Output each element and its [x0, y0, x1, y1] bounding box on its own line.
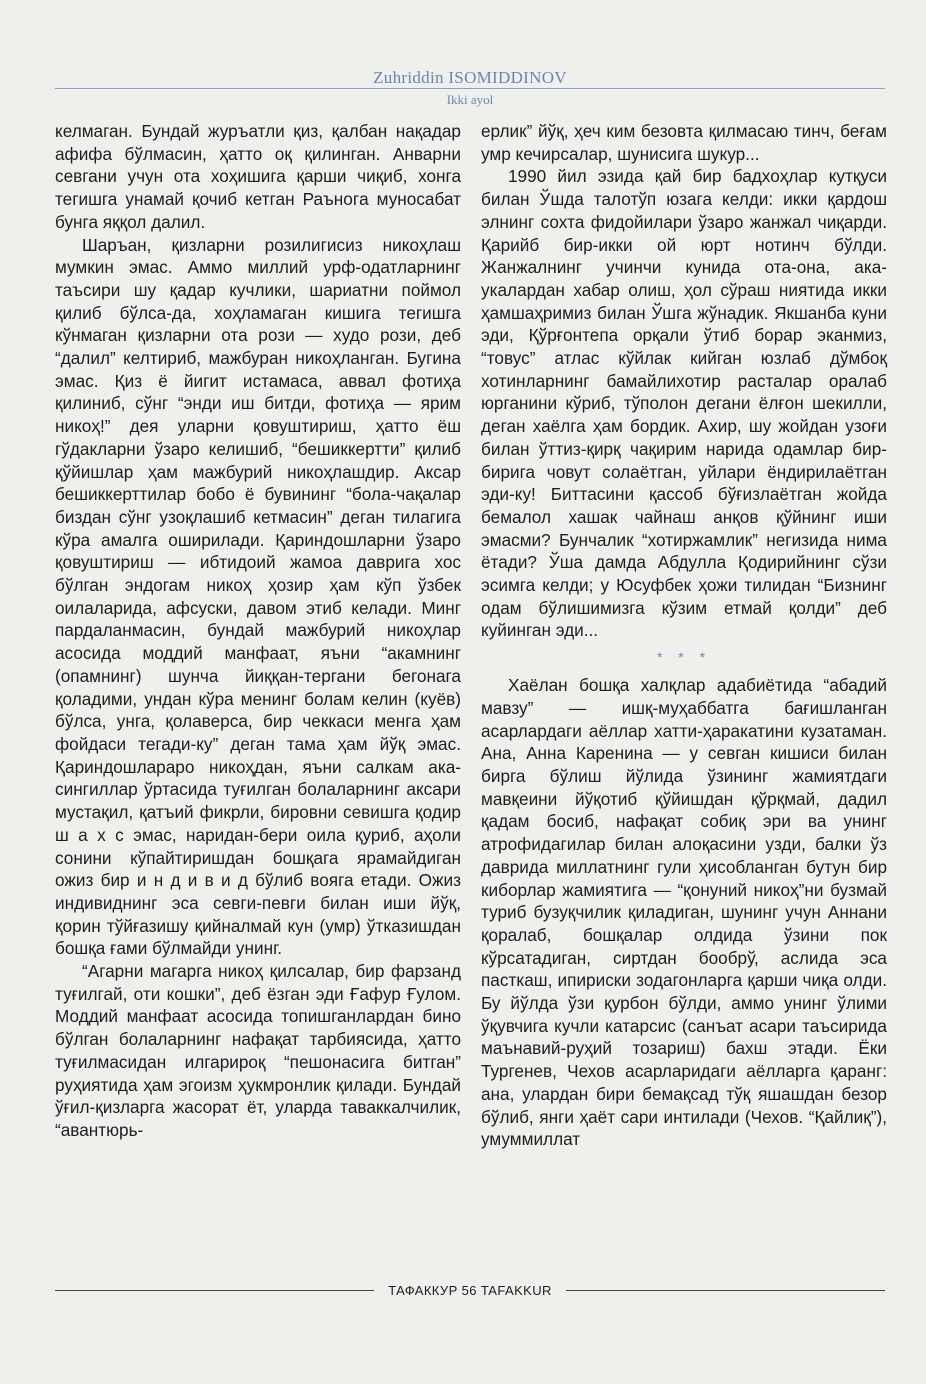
- page-footer: [55, 1280, 885, 1300]
- left-paragraph-2: Шаръан, қизларни розилигисиз никоҳлаш мумкин эмас. Аммо миллий урф-одатларнинг таъсири шу қадар кучлики, шариатни поймол қилиб бўлса-да, хоҳламаган кишига тегишга кўнмаган қизларни ота рози — худо рози, деб “далил” келтириб, мажбуран никоҳланган. Бугина эмас. Қиз ё йигит истамаса, аввал фотиҳа қилиниб, сўнг “энди иш битди, фотиҳа — ярим никоҳ!” дея уларни қовуштириш, ҳатто ёш гўдакларни ўзаро келишиб, “бешиккертти” қилиб қўйишлар ҳам мажбурий никоҳлашдир. Аксар бешиккерттилар бобо ё бувининг “бола-чақалар биздан сўнг узоқлашиб кетмасин” деган тилагига кўра амалга оширилади. Қариндошларни ўзаро қовуштириш — ибтидоий жамоа даврига хос бўлган эндогам никоҳ ҳозир ҳам кўп ўзбек оилаларида, афсуски, давом этиб келади. Минг пардаланмасин, бундай мажбурий никоҳлар асосида моддий манфаат, яъни “акамнинг (опамнинг) шунча йиққан-тергани бегонага қоладими, ундан кўра менинг болам келин (куёв) бўлса, унга, қолаверса, бир чеккаси менга ҳам фойдаси тегади-ку” деган тама ҳам йўқ эмас. Қариндошлараро никоҳдан, яъни салкам ака-сингиллар ўртасида туғилган болаларнинг аксари мустақил, қатъий фикрли, бировни севишга қодир ш а х с эмас, наридан-бери оила қуриб, аҳоли сонини кўпайтиришдан бошқага ярамайдиган ожиз бир и н д и в и д бўлиб вояга етади. Ожиз индивиднинг эса севги-певги билан иши йўқ, қорин тўйғазишу қийналмай кун (умр) ўтказишдан бошқа ғами бўлмайди унинг.: [55, 234, 461, 959]
- header-author: Zuhriddin ISOMIDDINOV: [373, 68, 567, 87]
- right-column: [481, 120, 887, 1151]
- footer-rule-right: [566, 1290, 885, 1291]
- section-divider: * * *: [656, 649, 712, 666]
- running-header: [55, 68, 885, 108]
- right-paragraph-3: Хаёлан бошқа халқлар адабиётида “абадий мавзу” — ишқ-муҳаббатга бағишланган асарлардаги аёллар хатти-ҳаракатини кузатаман. Ана, Анна Каренина — у севган кишиси билан бирга бўлиш йўлида ўзининг жамиятдаги мавқеини йўқотиб қўйишдан қўрқмай, дадил қадам босиб, нафақат собиқ эри ва унинг атрофидагилар билан алоқасини узди, балки ўз даврида миллатнинг гули ҳисобланган бутун бир киборлар жамиятига — “қонуний никоҳ”ни бузмай туриб бузуқчилик қиладиган, шунинг учун Аннани қоралаб, бошқалар олдида ўзини пок кўрсатадиган, сиртдан бообрў, аслида эса пасткаш, ипириски зодагонларга қарши чиқа олди. Бу йўлда ўзи қурбон бўлди, аммо унинг ўлими ўқувчига кучли катарсис (санъат асари таъсирида маънавий-руҳий тозариш) бахш этади. Ёки Тургенев, Чехов асарларидаги аёлларга қаранг: ана, улардан бири бемақсад тўқ яшашдан безор бўлиб, янги ҳаёт сари интилади (Чехов. “Қайлиқ”), умуммиллат: [481, 675, 887, 1150]
- header-rule: [55, 88, 885, 89]
- left-column: [55, 120, 461, 1142]
- footer-page-label: ТАФАККУР 56 TAFAKKUR: [388, 1282, 552, 1298]
- header-subtitle: Ikki ayol: [446, 92, 494, 107]
- left-paragraph-3: “Агарни магарга никоҳ қилсалар, бир фарзанд туғилгай, оти кошки”, деб ёзган эди Ғафур Ғулом. Моддий манфаат асосида топишганлардан бино бўлган болаларнинг нафақат тарбиясида, ҳатто туғилмасидан илгарироқ “пешонасига битган” руҳиятида ҳам эгоизм ҳукмронлик қилади. Бундай ўғил-қизларга жасорат ёт, уларда таваккалчилик, “авантюрь-: [55, 961, 461, 1140]
- right-paragraph-1: ерлик” йўқ, ҳеч ким безовта қилмасаю тинч, беғам умр кечирсалар, шунисига шукур...: [481, 121, 887, 164]
- right-paragraph-2: 1990 йил эзида қай бир бадхоҳлар кутқуси билан Ўшда талотўп юзага келди: икки қардош элнинг сохта фидойилари ўзаро жанжал чиқарди. Қарийб бир-икки ой юрт нотинч бўлди. Жанжалнинг учинчи кунида ота-она, ака-укалардан хабар олиш, ҳол сўраш ниятида икки ҳамшаҳримиз билан Ўшга жўнадик. Якшанба куни эди, Қўрғонтепа орқали ўтиб борар эканмиз, “товус” атлас кўйлак кийган юзлаб дўмбоқ хотинларнинг бамайлихотир расталар оралаб юрганини кўриб, тўполон дегани ёлғон шекилли, деган хаёлга ҳам бордик. Ахир, шу жойдан узоғи билан ўттиз-қирқ чақирим нарида одамлар бир-бирига човут солаётган, уйлари ёндирилаётган эди-ку! Биттасини қассоб бўғизлаётган жойда бемалол хашак чайнаш анқов қўйнинг иши эмасми? Бунчалик “хотиржамлик” негизида нима ётади? Ўша дамда Абдулла Қодирийнинг сўзи эсимга келди; у Юсуфбек ҳожи тилидан “Бизнинг одам бўлишимизга кўзим етмай қолди” деб куйинган эди...: [481, 166, 887, 641]
- left-paragraph-1: келмаган. Бундай журъатли қиз, қалбан нақадар афифа бўлмасин, ҳатто оқ қилинган. Анварни севгани учун ота хоҳишига қарши чиқиб, хонга тегишга унамай қочиб кетган Раъногa муносабат бунга яққол далил.: [55, 121, 461, 232]
- footer-rule-left: [55, 1290, 374, 1291]
